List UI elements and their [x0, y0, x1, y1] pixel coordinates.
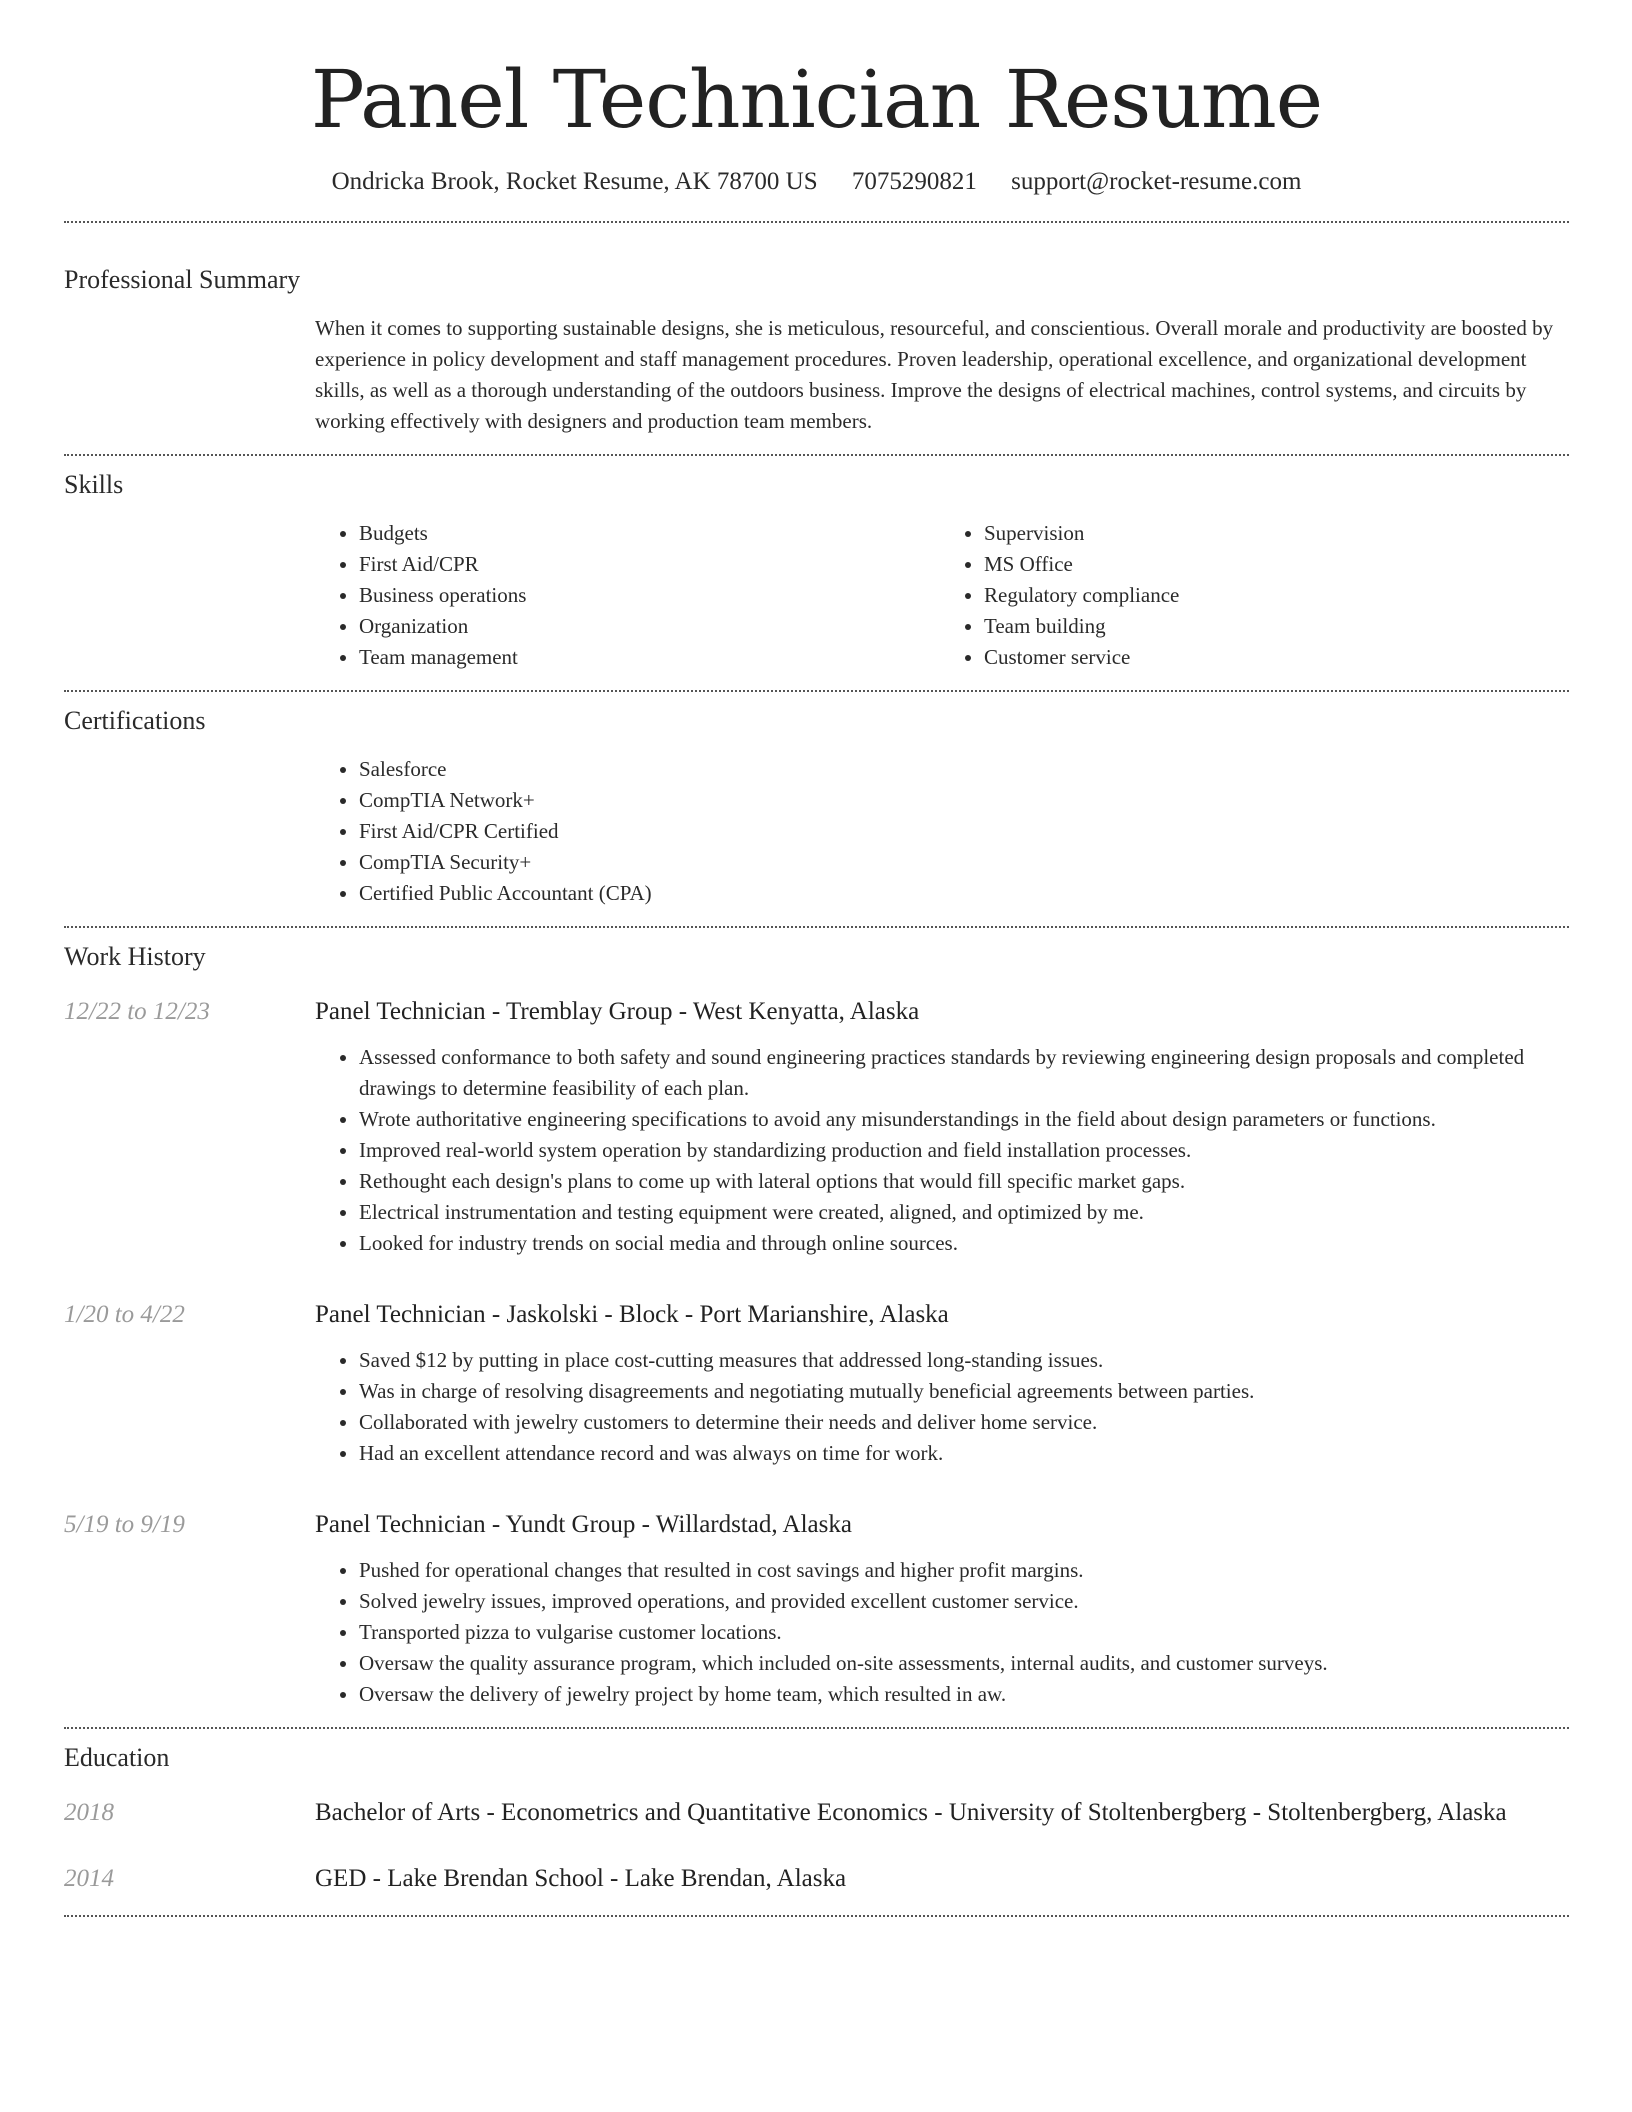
job-title: Panel Technician - Jaskolski - Block - Port Marianshire, Alaska — [315, 1301, 949, 1328]
skill-item: • MS Office — [984, 549, 1565, 580]
job-entry — [64, 1507, 1569, 1710]
skill-item: • Business operations — [359, 580, 940, 611]
job-entry — [64, 1297, 1569, 1469]
job-bullet: • Improved real-world system operation by standardizing production and field installation processes. — [359, 1135, 1569, 1166]
education-year: 2014 — [64, 1865, 114, 1892]
job-bullet: • Looked for industry trends on social media and through online sources. — [359, 1228, 1569, 1259]
job-bullet: • Oversaw the quality assurance program, which included on-site assessments, internal audits, and customer surveys. — [359, 1648, 1569, 1679]
education-year: 2018 — [64, 1799, 114, 1826]
job-entry — [64, 994, 1569, 1259]
certification-item: • First Aid/CPR Certified — [359, 816, 1565, 847]
job-bullet: • Transported pizza to vulgarise customer locations. — [359, 1617, 1569, 1648]
job-bullet: • Wrote authoritative engineering specifications to avoid any misunderstandings in the field about design parameters or functions. — [359, 1104, 1569, 1135]
education-entry — [64, 1861, 1569, 1897]
skills-right-column — [940, 518, 1565, 673]
education-degree: GED - Lake Brendan School - Lake Brendan, Alaska — [315, 1865, 847, 1892]
job-bullet: • Was in charge of resolving disagreements and negotiating mutually beneficial agreements between parties. — [359, 1376, 1569, 1407]
skill-item: • Budgets — [359, 518, 940, 549]
summary-heading: Professional Summary — [64, 265, 301, 294]
section-divider — [64, 1915, 1569, 1917]
certification-item: • CompTIA Network+ — [359, 785, 1565, 816]
contact-phone: 7075290821 — [851, 168, 977, 195]
section-divider — [64, 926, 1569, 928]
education-section — [64, 1741, 1569, 1897]
contact-line — [64, 164, 1569, 200]
section-divider — [64, 221, 1569, 223]
certification-item: • Certified Public Accountant (CPA) — [359, 878, 1565, 909]
contact-address: Ondricka Brook, Rocket Resume, AK 78700 US — [331, 168, 818, 195]
job-dates: 12/22 to 12/23 — [64, 998, 210, 1025]
section-divider — [64, 454, 1569, 456]
skill-item: • Organization — [359, 611, 940, 642]
contact-email: support@rocket-resume.com — [1011, 168, 1302, 195]
job-bullet: • Rethought each design's plans to come up with lateral options that would fill specific market gaps. — [359, 1166, 1569, 1197]
skill-item: • First Aid/CPR — [359, 549, 940, 580]
job-bullet: • Pushed for operational changes that resulted in cost savings and higher profit margins. — [359, 1555, 1569, 1586]
resume-page — [64, 0, 1569, 1917]
certification-item: • CompTIA Security+ — [359, 847, 1565, 878]
job-bullet: • Collaborated with jewelry customers to determine their needs and deliver home service. — [359, 1407, 1569, 1438]
education-entry — [64, 1795, 1569, 1831]
summary-text: When it comes to supporting sustainable designs, she is meticulous, resourceful, and conscientious. Overall morale and productivity are boosted by experience in policy development and staff management procedures. Proven leadership, operational excellence, and organizational development skills, as well as a thorough understanding of the outdoors business. Improve the designs of electrical machines, control systems, and circuits by working effectively with designers and production team members. — [315, 316, 1554, 433]
education-degree: Bachelor of Arts - Econometrics and Quantitative Economics - University of Stoltenbergberg - Stoltenbergberg, Alaska — [315, 1799, 1507, 1826]
skill-item: • Team management — [359, 642, 940, 673]
work-history-section — [64, 940, 1569, 1710]
certifications-section — [64, 704, 1569, 909]
skills-heading: Skills — [64, 470, 124, 499]
job-bullets — [315, 1345, 1569, 1469]
skill-item: • Customer service — [984, 642, 1565, 673]
skills-list — [315, 518, 1565, 673]
page-title: Panel Technician Resume — [310, 53, 1323, 146]
work-history-heading: Work History — [64, 942, 206, 971]
job-bullets — [315, 1042, 1569, 1259]
job-dates: 5/19 to 9/19 — [64, 1511, 185, 1538]
job-bullet: • Oversaw the delivery of jewelry project by home team, which resulted in aw. — [359, 1679, 1569, 1710]
certifications-heading: Certifications — [64, 706, 206, 735]
job-bullets — [315, 1555, 1569, 1710]
job-bullet: • Had an excellent attendance record and was always on time for work. — [359, 1438, 1569, 1469]
skill-item: • Regulatory compliance — [984, 580, 1565, 611]
skill-item: • Supervision — [984, 518, 1565, 549]
job-title: Panel Technician - Yundt Group - Willardstad, Alaska — [315, 1511, 852, 1538]
education-heading: Education — [64, 1743, 170, 1772]
section-divider — [64, 1727, 1569, 1729]
section-divider — [64, 690, 1569, 692]
job-bullet: • Assessed conformance to both safety and sound engineering practices standards by reviewing engineering design proposals and completed drawings to determine feasibility of each plan. — [359, 1042, 1569, 1104]
skills-left-column — [315, 518, 940, 673]
job-title: Panel Technician - Tremblay Group - West Kenyatta, Alaska — [315, 998, 920, 1025]
job-bullet: • Solved jewelry issues, improved operations, and provided excellent customer service. — [359, 1586, 1569, 1617]
skill-item: • Team building — [984, 611, 1565, 642]
job-bullet: • Electrical instrumentation and testing equipment were created, aligned, and optimized by me. — [359, 1197, 1569, 1228]
certifications-list — [315, 754, 1565, 909]
certification-item: • Salesforce — [359, 754, 1565, 785]
job-bullet: • Saved $12 by putting in place cost-cutting measures that addressed long-standing issues. — [359, 1345, 1569, 1376]
summary-section — [64, 263, 1569, 437]
skills-section — [64, 468, 1569, 673]
job-dates: 1/20 to 4/22 — [64, 1301, 185, 1328]
